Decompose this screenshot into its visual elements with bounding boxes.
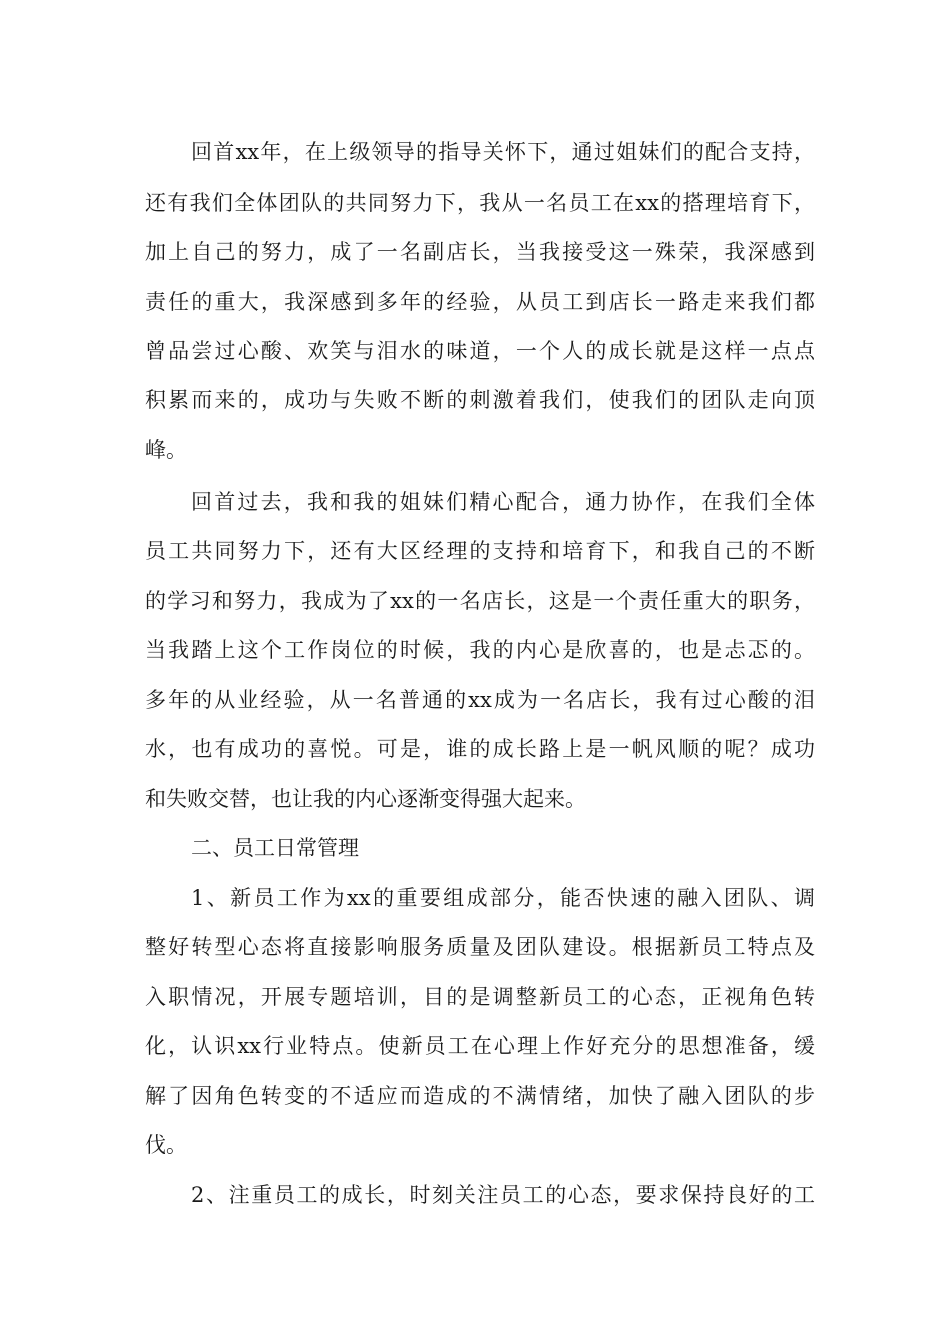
- paragraph-2-line-3: 的学习和努力，我成为了xx的一名店长，这是一个责任重大的职务，: [145, 589, 815, 613]
- paragraph-2-line-2: 员工共同努力下，还有大区经理的支持和培育下，和我自己的不断: [145, 539, 815, 563]
- paragraph-3-line-1: 1、新员工作为xx的重要组成部分，能否快速的融入团队、调: [191, 886, 815, 910]
- paragraph-3-line-4: 化，认识xx行业特点。使新员工在心理上作好充分的思想准备，缓: [145, 1034, 815, 1058]
- paragraph-2-line-6: 水，也有成功的喜悦。可是，谁的成长路上是一帆风顺的呢？成功: [145, 737, 815, 761]
- paragraph-1-line-7: 峰。: [145, 438, 187, 462]
- paragraph-1-line-5: 曾品尝过心酸、欢笑与泪水的味道，一个人的成长就是这样一点点: [145, 339, 815, 363]
- paragraph-3-line-6: 伐。: [145, 1133, 187, 1157]
- paragraph-1-line-2: 还有我们全体团队的共同努力下，我从一名员工在xx的搭理培育下，: [145, 191, 815, 215]
- section-heading: 二、员工日常管理: [191, 836, 359, 860]
- paragraph-2-line-5: 多年的从业经验，从一名普通的xx成为一名店长，我有过心酸的泪: [145, 688, 815, 712]
- paragraph-3-line-2: 整好转型心态将直接影响服务质量及团队建设。根据新员工特点及: [145, 935, 815, 959]
- paragraph-3-line-5: 解了因角色转变的不适应而造成的不满情绪，加快了融入团队的步: [145, 1084, 815, 1108]
- paragraph-4-line-1: 2、注重员工的成长，时刻关注员工的心态，要求保持良好的工: [191, 1183, 815, 1207]
- paragraph-1-line-1: 回首xx年，在上级领导的指导关怀下，通过姐妹们的配合支持，: [191, 140, 815, 164]
- paragraph-1-line-6: 积累而来的，成功与失败不断的刺激着我们，使我们的团队走向顶: [145, 388, 815, 412]
- paragraph-2-line-1: 回首过去，我和我的姐妹们精心配合，通力协作，在我们全体: [191, 490, 815, 514]
- paragraph-1-line-4: 责任的重大，我深感到多年的经验，从员工到店长一路走来我们都: [145, 290, 815, 314]
- paragraph-2-line-4: 当我踏上这个工作岗位的时候，我的内心是欣喜的，也是忐忑的。: [145, 638, 815, 662]
- paragraph-3-line-3: 入职情况，开展专题培训，目的是调整新员工的心态，正视角色转: [145, 985, 815, 1009]
- paragraph-2-line-7: 和失败交替，也让我的内心逐渐变得强大起来。: [145, 787, 586, 811]
- paragraph-1-line-3: 加上自己的努力，成了一名副店长，当我接受这一殊荣，我深感到: [145, 240, 815, 264]
